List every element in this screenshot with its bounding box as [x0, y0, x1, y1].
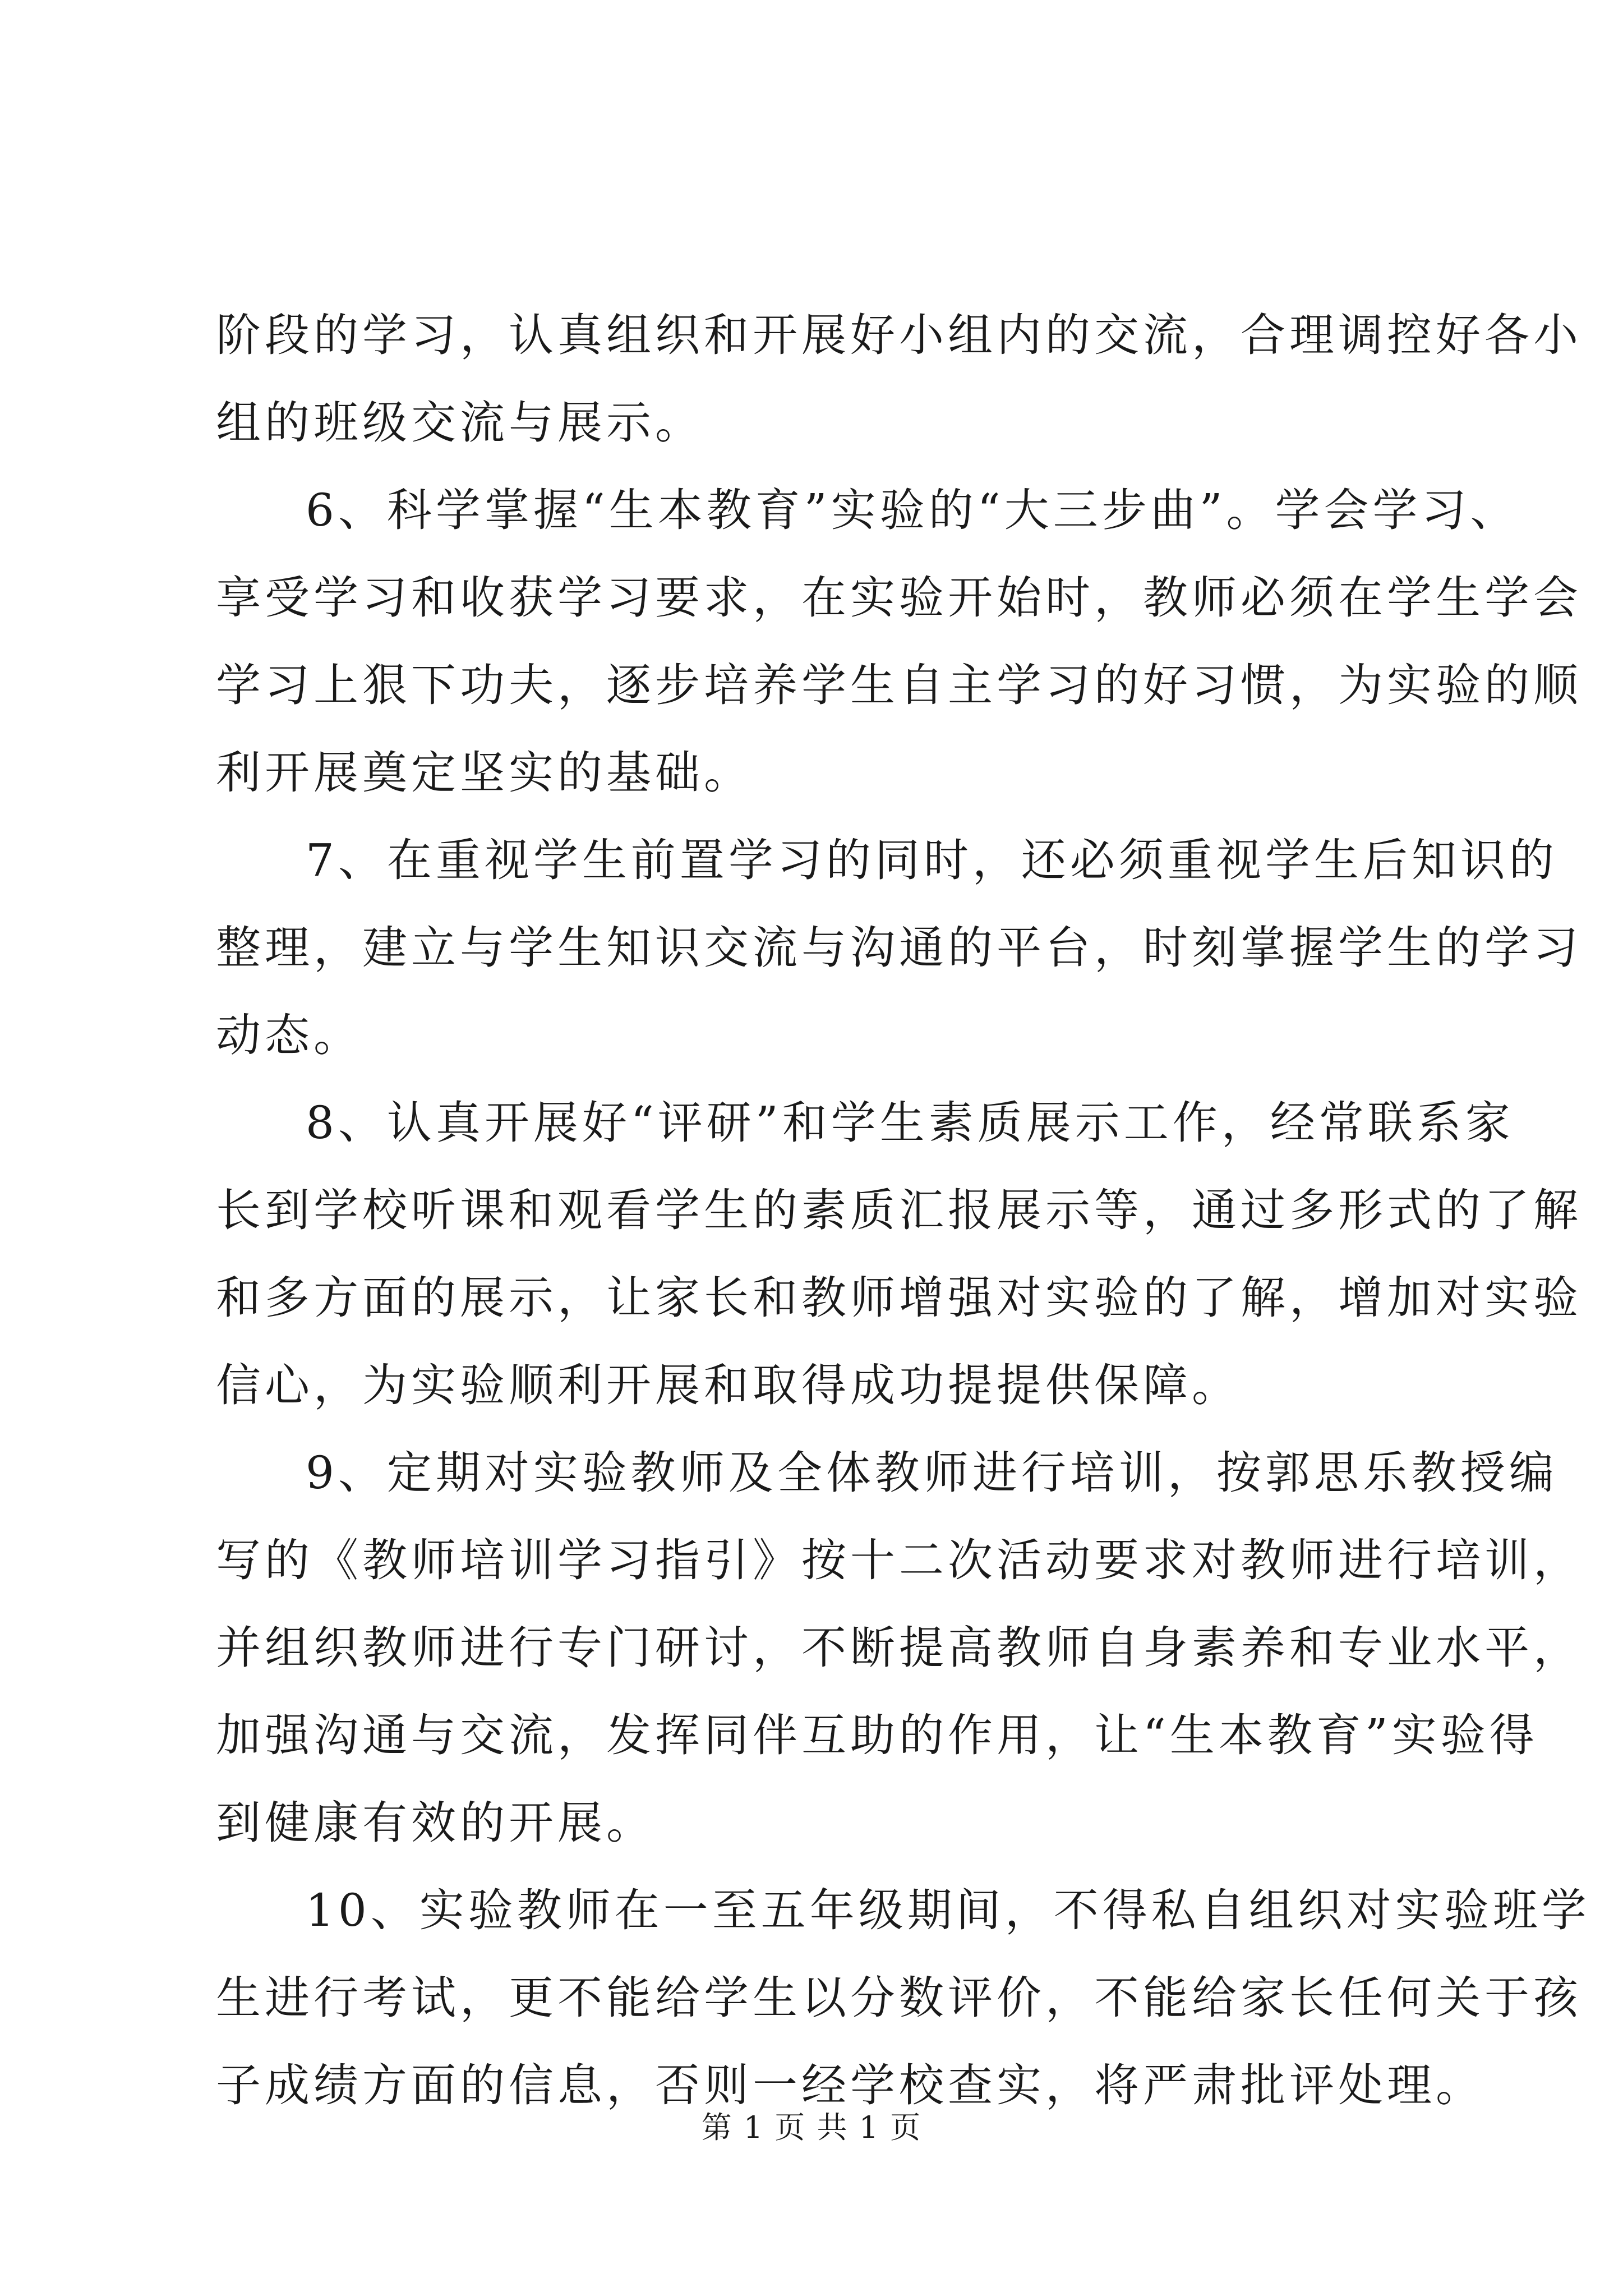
text-line: 写的《教师培训学习指引》按十二次活动要求对教师进行培训，	[216, 1534, 1582, 1586]
document-body	[216, 292, 1590, 2129]
page-number-footer: 第 1 页 共 1 页	[701, 2110, 922, 2145]
text-line: 到健康有效的开展。	[216, 1797, 655, 1849]
paragraph-start-line: 8、认真开展好“评研”和学生素质展示工作，经常联系家	[306, 1097, 1514, 1149]
text-line: 并组织教师进行专门研讨，不断提高教师自身素养和专业水平，	[216, 1622, 1582, 1674]
text-line: 加强沟通与交流，发挥同伴互助的作用，让“生本教育”实验得	[216, 1709, 1538, 1761]
text-line: 长到学校听课和观看学生的素质汇报展示等，通过多形式的了解	[216, 1184, 1582, 1236]
paragraph-start-line: 7、在重视学生前置学习的同时，还必须重视学生后知识的	[306, 834, 1558, 886]
text-line: 学习上狠下功夫，逐步培养学生自主学习的好习惯，为实验的顺	[216, 659, 1582, 711]
text-line: 和多方面的展示，让家长和教师增强对实验的了解，增加对实验	[216, 1272, 1582, 1324]
text-line: 整理，建立与学生知识交流与沟通的平台，时刻掌握学生的学习	[216, 922, 1582, 974]
paragraph-start-line: 9、定期对实验教师及全体教师进行培训，按郭思乐教授编	[306, 1447, 1558, 1499]
text-line: 阶段的学习，认真组织和开展好小组内的交流，合理调控好各小	[216, 309, 1582, 361]
text-line: 动态。	[216, 1009, 362, 1061]
text-line: 利开展奠定坚实的基础。	[216, 747, 753, 799]
paragraph-start-line: 6、科学掌握“生本教育”实验的“大三步曲”。学会学习、	[306, 484, 1519, 536]
text-line: 享受学习和收获学习要求，在实验开始时，教师必须在学生学会	[216, 572, 1582, 624]
text-line: 生进行考试，更不能给学生以分数评价，不能给家长任何关于孩	[216, 1972, 1582, 2024]
paragraph-start-line: 10、实验教师在一至五年级期间，不得私自组织对实验班学	[306, 1884, 1590, 1936]
text-line: 信心，为实验顺利开展和取得成功提提供保障。	[216, 1359, 1241, 1411]
text-line: 子成绩方面的信息，否则一经学校查实，将严肃批评处理。	[216, 2059, 1484, 2111]
text-line: 组的班级交流与展示。	[216, 397, 704, 449]
